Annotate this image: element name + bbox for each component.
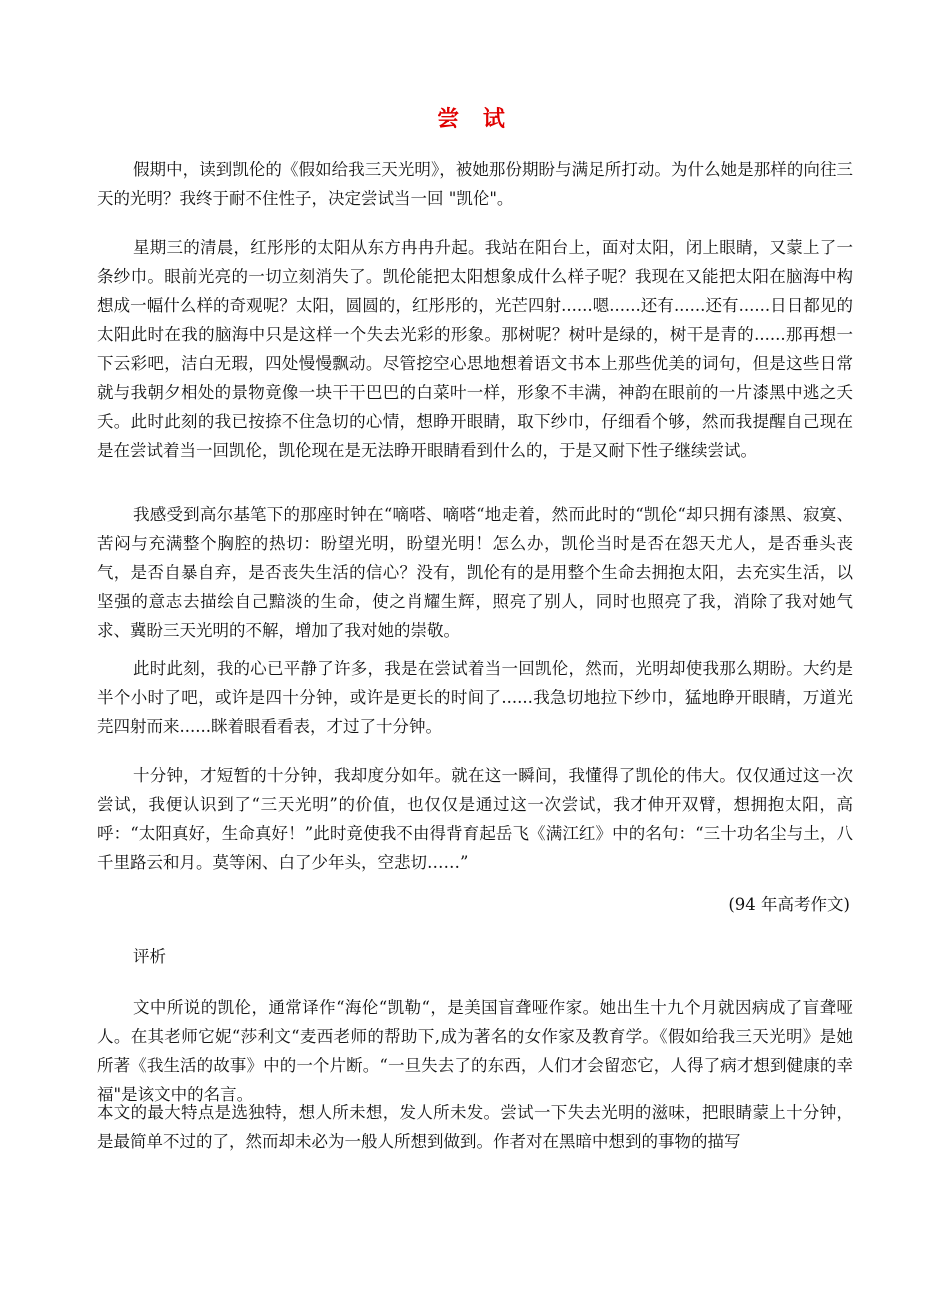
paragraph-1: 假期中，读到凯伦的《假如给我三天光明》，被她那份期盼与满足所打动。为什么她是那样的向往三天的光明？我终于耐不住性子，决定尝试当一回 "凯伦"。 bbox=[97, 160, 853, 208]
source-note: (94 年高考作文) bbox=[728, 895, 850, 914]
analysis-paragraph-1: 文中所说的凯伦，通常译作“海伦“凯勒“，是美国盲聋哑作家。她出生十九个月就因病成了盲聋哑人。在其老师它妮“莎利文“麦西老师的帮助下,成为著名的女作家及教育学。《假如给我三天光明》是她所著《我生活的故事》中的一个片断。“一旦失去了的东西，人们才会留恋它，人得了病才想到健康的幸福"是该文中的名言。 bbox=[97, 998, 853, 1104]
analysis-paragraph-2: 本文的最大特点是选独特，想人所未想，发人所未发。尝试一下失去光明的滋味，把眼睛蒙上十分钟，是最简单不过的了，然而却未必为一般人所想到做到。作者对在黑暗中想到的事物的描写 bbox=[97, 1103, 853, 1151]
document-title: 尝 试 bbox=[437, 106, 513, 132]
paragraph-4: 此时此刻，我的心已平静了许多，我是在尝试着当一回凯伦，然而，光明却使我那么期盼。大约是半个小时了吧，或许是四十分钟，或许是更长的时间了......我急切地拉下纱巾，猛地睁开眼睛，万道光芫四射而来......眯着眼看看表，才过了十分钟。 bbox=[97, 659, 853, 736]
paragraph-5: 十分钟，才短暂的十分钟，我却度分如年。就在这一瞬间，我懂得了凯伦的伟大。仅仅通过这一次尝试，我便认识到了“三天光明”的价值，也仅仅是通过这一次尝试，我才伸开双臂，想拥抱太阳，高呼：“太阳真好，生命真好！”此时竟使我不由得背育起岳飞《满江红》中的名句：“三十功名尘与土，八千里路云和月。莫等闲、白了少年头，空悲切……” bbox=[97, 766, 853, 872]
paragraph-3: 我感受到高尔基笔下的那座时钟在“嘀嗒、嘀嗒“地走着，然而此时的“凯伦“却只拥有漆黑、寂寞、苦闷与充满整个胸腔的热切：盼望光明，盼望光明！怎么办，凯伦当时是否在怨天尤人，是否垂头丧气，是否自暴自弃，是否丧失生活的信心？没有，凯伦有的是用整个生命去拥抱太阳，去充实生活，以坚强的意志去描绘自己黯淡的生命，使之肖耀生辉，照亮了别人，同时也照亮了我，消除了我对她气求、冀盼三天光明的不解，增加了我对她的崇敬。 bbox=[97, 505, 853, 640]
analysis-label: 评析 bbox=[133, 947, 166, 966]
paragraph-2: 星期三的清晨，红彤彤的太阳从东方冉冉升起。我站在阳台上，面对太阳，闭上眼睛，又蒙上了一条纱巾。眼前光亮的一切立刻消失了。凯伦能把太阳想象成什么样子呢？我现在又能把太阳在脑海中构想成一幅什么样的奇观呢？太阳，圆圆的，红彤彤的，光芒四射......嗯......还有......还有......日日都见的太阳此时在我的脑海中只是这样一个失去光彩的形象。那树呢？树叶是绿的，树干是青的......那再想一下云彩吧，洁白无瑕，四处慢慢飘动。尽管挖空心思地想着语文书本上那些优美的词句，但是这些日常就与我朝夕相处的景物竟像一块干干巴巴的白菜叶一样，形象不丰满，神韵在眼前的一片漆黑中逃之夭夭。此时此刻的我已按捺不住急切的心情，想睁开眼睛，取下纱巾，仔细看个够，然而我提醒自己现在是在尝试着当一回凯伦，凯伦现在是无法睁开眼睛看到什么的，于是又耐下性子继续尝试。 bbox=[97, 238, 853, 460]
